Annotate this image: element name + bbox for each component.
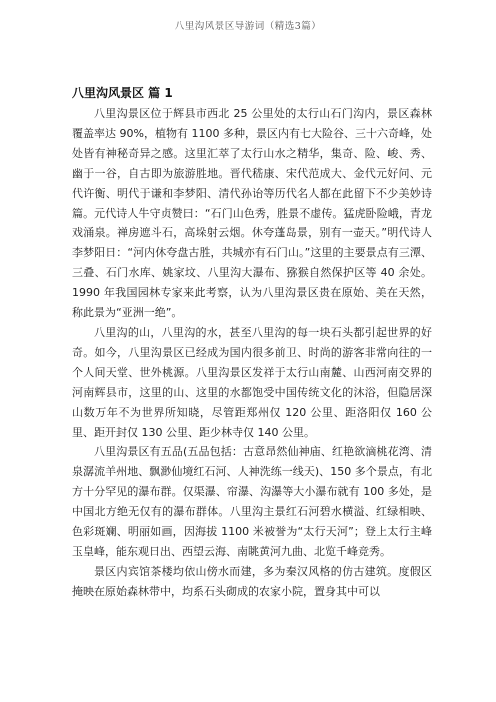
- paragraph: 八里沟景区位于辉县市西北 25 公里处的太行山石门沟内，景区森林覆盖率达 90%，植物有 1100 多种，景区内有七大险谷、三十六奇峰，处处皆有神秘奇异之感。这里汇萃了太行山水之精华，集奇、险、峻、秀、幽于一谷，自古即为旅游胜地。晋代嵇康、宋代范成大、金代元好问、元代许衡、明代于谦和李梦阳、清代孙诒等历代名人都在此留下不少美妙诗篇。元代诗人牛守贞赞曰：“石门山色秀，胜景不虚传。猛虎卧险峨，青龙戏涌泉。禅房遮斗石，高垛射云烟。休夸蓬岛景，别有一壶天。”明代诗人李梦阳日：“河内休夸盘古胜，共城亦有石门山。”这里的主要景点有三潭、三叠、石门水库、姚家坟、八里沟大瀑布、猕猴自然保护区等 40 余处。1990 年我国园林专家来此考察，认为八里沟景区贵在原始、美在天然，称此景为“亚洲一绝”。: [72, 107, 432, 320]
- paragraph: 景区内宾馆茶楼均依山傍水而建，多为秦汉风格的仿古建筑。度假区掩映在原始森林带中，均系石头砌成的农家小院，置身其中可以: [72, 564, 432, 598]
- page-header: 八里沟风景区导游词（精选3篇）: [174, 21, 322, 32]
- section-title: 八里沟风景区 篇 1: [72, 86, 173, 100]
- document-body: [72, 84, 432, 602]
- paragraph: 八里沟的山，八里沟的水，甚至八里沟的每一块石头都引起世界的好奇。如今，八里沟景区已经成为国内很多前卫、时尚的游客非常向往的一个人间天堂、世外桃源。八里沟景区发祥于太行山南麓、山西河南交界的河南辉县市，这里的山、这里的水都饱受中国传统文化的沐浴，但隐居深山数万年不为世界所知晓，尽管距郑州仅 120 公里、距洛阳仅 160 公里、距开封仅 130 公里、距少林寺仅 140 公里。: [72, 325, 432, 439]
- paragraph: 八里沟景区有五品(五品包括：古意昂然仙神庙、红艳欲滴桃花湾、清泉潺流羊州地、飘渺仙境红石河、人神洗练一线天)、150 多个景点，有北方十分罕见的瀑布群。仅渠瀑、帘瀑、沟瀑等大小瀑布就有 100 多处，是中国北方绝无仅有的瀑布群体。八里沟主景红石河碧水横溢、红绿相映、色彩斑斓、明丽如画，因海拔 1100 米被誉为“太行天河”；登上太行主峰玉皇峰，能东观日出、西望云海、南眺黄河九曲、北览千峰竞秀。: [72, 445, 432, 558]
